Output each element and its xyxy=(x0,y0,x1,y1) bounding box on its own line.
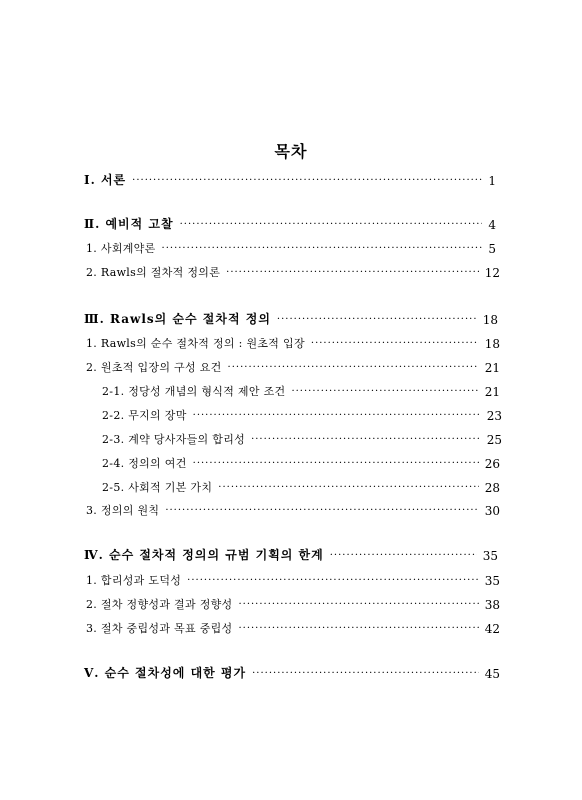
toc-entry-page: 21 xyxy=(484,385,500,399)
dot-leader xyxy=(228,361,479,375)
toc-entry-label: Ⅱ. 예비적 고찰 xyxy=(84,217,174,231)
dot-leader xyxy=(238,598,478,612)
toc-entry-label: 2-4. 정의의 여건 xyxy=(102,457,187,470)
dot-leader xyxy=(165,504,478,518)
toc-entry-section[interactable] xyxy=(86,594,500,612)
toc-entry-section[interactable] xyxy=(86,618,500,636)
dot-leader xyxy=(193,409,481,423)
toc-entry-subsection[interactable] xyxy=(102,477,500,495)
toc-entry-label: Ⅲ. Rawls의 순수 절차적 정의 xyxy=(84,312,271,326)
toc-entry-page: 23 xyxy=(486,409,502,423)
toc-entry-chapter-3[interactable] xyxy=(84,309,498,327)
toc-entry-label: 2. Rawls의 절차적 정의론 xyxy=(86,266,221,279)
toc-entry-label: 2-2. 무지의 장막 xyxy=(102,409,187,422)
toc-entry-label: 1. Rawls의 순수 절차적 정의 : 원초적 입장 xyxy=(86,337,305,350)
toc-entry-page: 28 xyxy=(484,481,500,495)
toc-entry-label: Ⅳ. 순수 절차적 정의의 규범 기획의 한계 xyxy=(84,548,324,562)
dot-leader xyxy=(277,313,477,327)
toc-entry-subsection[interactable] xyxy=(102,429,502,447)
toc-entry-page: 12 xyxy=(484,266,500,280)
toc-entry-page: 5 xyxy=(488,242,496,256)
toc-entry-section[interactable] xyxy=(86,262,500,280)
toc-entry-page: 18 xyxy=(482,313,498,327)
toc-entry-page: 35 xyxy=(482,549,498,563)
toc-entry-page: 26 xyxy=(484,457,500,471)
toc-entry-label: 1. 합리성과 도덕성 xyxy=(86,574,182,587)
dot-leader xyxy=(311,337,479,351)
toc-entry-label: 2-5. 사회적 기본 가치 xyxy=(102,481,213,494)
dot-leader xyxy=(193,457,479,471)
toc-entry-label: 1. 사회계약론 xyxy=(86,242,156,255)
toc-entry-page: 38 xyxy=(484,598,500,612)
toc-entry-page: 4 xyxy=(488,218,496,232)
toc-entry-section[interactable] xyxy=(86,357,500,375)
dot-leader xyxy=(162,242,483,256)
toc-entry-page: 30 xyxy=(484,504,500,518)
toc-entry-label: 2-3. 계약 당사자들의 합리성 xyxy=(102,433,246,446)
dot-leader xyxy=(252,667,479,681)
dot-leader xyxy=(330,549,477,563)
toc-entry-page: 1 xyxy=(488,174,496,188)
toc-entry-label: Ⅴ. 순수 절차성에 대한 평가 xyxy=(84,666,247,680)
toc-entry-label: 2-1. 정당성 개념의 형식적 제안 조건 xyxy=(102,385,286,398)
dot-leader xyxy=(180,218,483,232)
toc-entry-label: Ⅰ. 서론 xyxy=(84,173,127,187)
toc-title: 목차 xyxy=(274,142,308,161)
dot-leader xyxy=(226,266,479,280)
dot-leader xyxy=(218,481,478,495)
toc-entry-label: 3. 정의의 원칙 xyxy=(86,504,160,517)
toc-entry-subsection[interactable] xyxy=(102,453,500,471)
toc-entry-subsection[interactable] xyxy=(102,381,500,399)
toc-entry-chapter-1[interactable] xyxy=(84,170,496,188)
toc-entry-subsection[interactable] xyxy=(102,405,502,423)
toc-entry-page: 42 xyxy=(484,622,500,636)
toc-entry-chapter-2[interactable] xyxy=(84,214,496,232)
toc-entry-chapter-5[interactable] xyxy=(84,663,500,681)
toc-entry-section[interactable] xyxy=(86,333,500,351)
toc-entry-page: 45 xyxy=(484,667,500,681)
toc-entry-label: 2. 절차 정향성과 결과 정향성 xyxy=(86,598,233,611)
dot-leader xyxy=(238,622,478,636)
toc-entry-section[interactable] xyxy=(86,570,500,588)
toc-entry-label: 2. 원초적 입장의 구성 요건 xyxy=(86,361,222,374)
dot-leader xyxy=(291,385,478,399)
toc-entry-chapter-4[interactable] xyxy=(84,545,498,563)
dot-leader xyxy=(187,574,479,588)
toc-entry-label: 3. 절차 중립성과 목표 중립성 xyxy=(86,622,233,635)
toc-entry-section[interactable] xyxy=(86,500,500,518)
dot-leader xyxy=(251,433,481,447)
toc-entry-page: 35 xyxy=(484,574,500,588)
toc-entry-page: 18 xyxy=(484,337,500,351)
dot-leader xyxy=(132,174,482,188)
toc-entry-page: 25 xyxy=(486,433,502,447)
toc-entry-section[interactable] xyxy=(86,238,496,256)
toc-entry-page: 21 xyxy=(484,361,500,375)
